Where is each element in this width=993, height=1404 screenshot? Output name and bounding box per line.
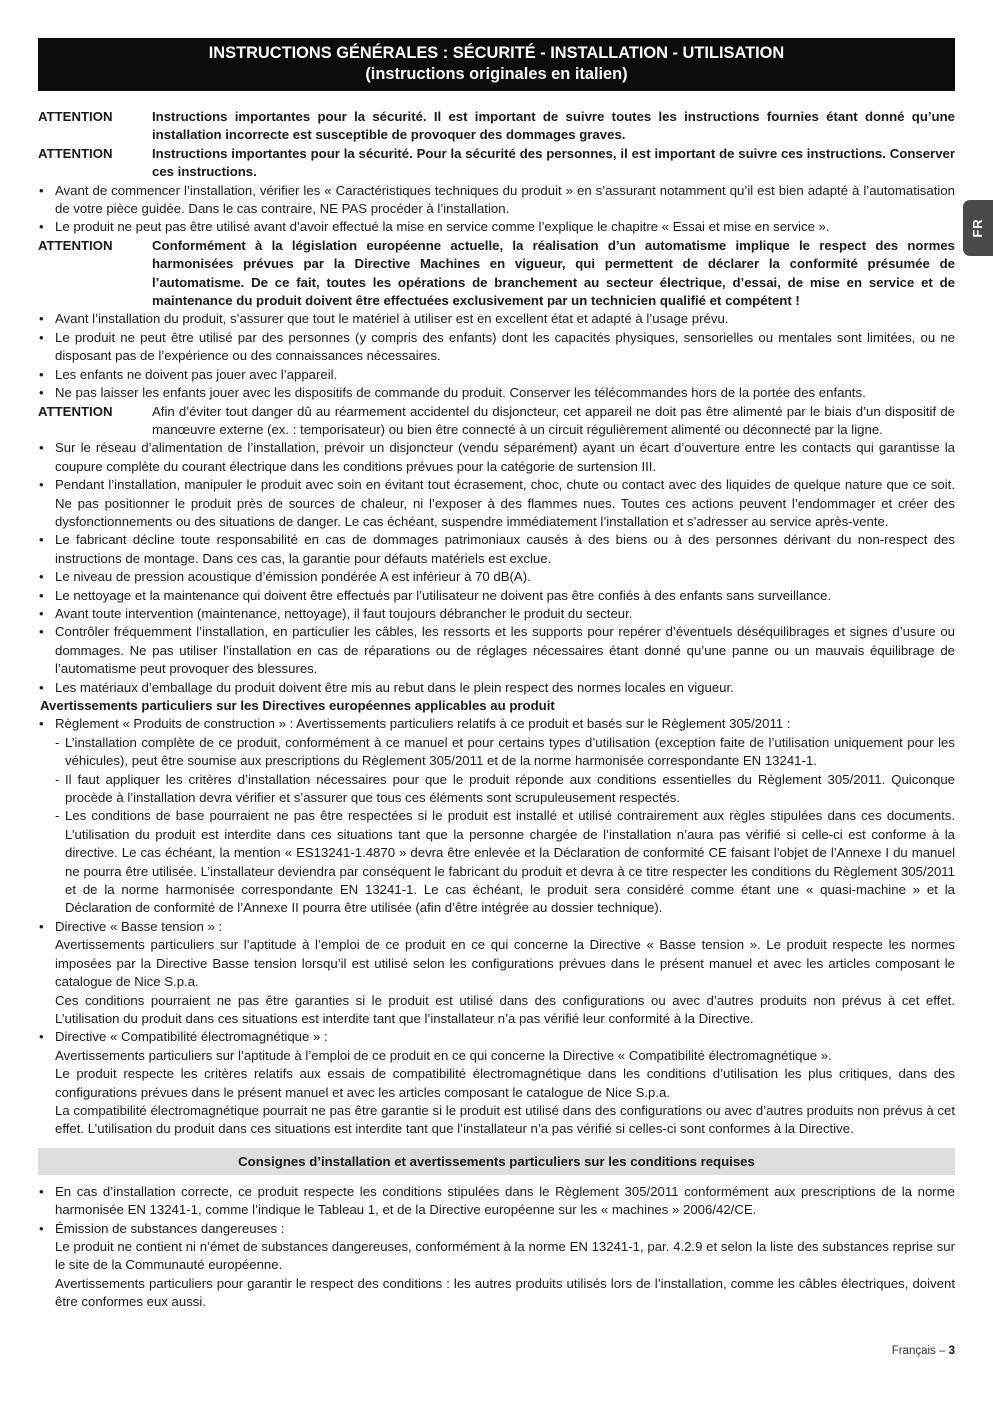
bullet-marker: • (39, 716, 44, 732)
bullet-text: Directive « Basse tension » : (55, 918, 223, 934)
bullet-item (38, 531, 955, 568)
bullet-text: Directive « Compatibilité électromagnétique » : (55, 1029, 328, 1045)
bullet-text: Le niveau de pression acoustique d’émission pondérée A est inférieur à 70 dB(A). (55, 569, 531, 585)
bullet-marker: • (39, 605, 44, 621)
attention-block (38, 145, 955, 182)
bullet-item (38, 918, 955, 936)
bullet-marker: • (39, 587, 44, 603)
bullet-text: Le produit ne peut pas être utilisé avant d’avoir effectué la mise en service comme l’explique le chapitre « Essai et mise en service ». (55, 219, 830, 235)
bullet-item (38, 310, 955, 328)
bullet-marker: • (39, 1029, 44, 1045)
bullet-text: Le fabricant décline toute responsabilité en cas de dommages patrimoniaux causés à des biens ou à des personnes dérivant du non-respect des instructions de montage. Dans ces cas, la garantie pour défauts matériels est exclue. (55, 532, 955, 566)
bullet-text: Les matériaux d’emballage du produit doivent être mis au rebut dans le plein respect des normes locales en vigueur. (55, 679, 734, 695)
attention-text: Instructions importantes pour la sécurité. Pour la sécurité des personnes, il est important de suivre ces instructions. Conserver ces instructions. (152, 145, 955, 180)
attention-text: Afin d’éviter tout danger dû au réarmement accidentel du disjoncteur, cet appareil ne doit pas être alimenté par le biais d’un dispositif de manœuvre externe (ex. : temporisateur) ou bien être connecté à un circuit régulièrement alimenté ou déconnecté par la ligne. (152, 403, 955, 437)
paragraph: Le produit respecte les critères relatifs aux essais de compatibilité électromagnétique dans les conditions d’utilisation les plus critiques, dans des configurations prévues dans le présent manuel et avec les articles composant le catalogue de Nice S.p.a. (55, 1066, 955, 1100)
attention-label: ATTENTION (38, 145, 113, 161)
bullet-marker: • (39, 918, 44, 934)
dash-item (38, 807, 955, 917)
bullet-item (38, 384, 955, 402)
paragraph: Le produit ne contient ni n’émet de substances dangereuses, conformément à la norme EN 13241-1, par. 4.2.9 et selon la liste des substances reprise sur le site de la Communauté européenne. (55, 1238, 955, 1273)
language-tab-label: FR (969, 218, 985, 238)
bullet-item (38, 476, 955, 531)
bullet-text: Le produit ne peut être utilisé par des personnes (y compris des enfants) dont les capacités physiques, sensorielles ou mentales sont limitées, ou ne disposant pas de l’expérience ou des connaissances nécessaires. (55, 329, 955, 364)
bullet-item (38, 679, 955, 697)
bullet-marker: • (39, 1220, 44, 1236)
bullet-item (38, 439, 955, 476)
bullet-text: Sur le réseau d’alimentation de l’installation, prévoir un disjoncteur (vendu séparément) ayant un écart d’ouverture entre les contacts qui garantisse la coupure complète du courant électrique dans les conditions prévues pour la catégorie de surtension III. (55, 440, 955, 474)
bullet-text: Avant l’installation du produit, s’assurer que tout le matériel à utiliser est en excellent état et adapté à l’usage prévu. (55, 311, 729, 327)
bullet-item (38, 568, 955, 586)
bullet-marker: • (39, 477, 44, 493)
bullet-text: Règlement « Produits de construction » : Avertissements particuliers relatifs à ce produit et basés sur le Règlement 305/2011 : (55, 716, 791, 732)
bullet-marker: • (39, 624, 44, 640)
bullet-item (38, 587, 955, 605)
bullet-text: Les enfants ne doivent pas jouer avec l’appareil. (55, 366, 338, 382)
dash-text: L’installation complète de ce produit, conformément à ce manuel et pour certains types d’utilisation (exception faite de l’utilisation uniquement pour les véhicules), peut être soumise aux prescriptions du Règlement 305/2011 et de la norme harmonisée correspondante EN 13241-1. (65, 734, 955, 769)
dash-text: Les conditions de base pourraient ne pas être respectées si le produit est installé et utilisé contrairement aux règles stipulées dans ces documents. L’utilisation du produit est interdite dans ces situations tant que la personne chargée de l’installation n’aura pas vérifié si celle-ci est conforme à la directive. Le cas échéant, la mention « ES13241-1.4870 » devra être enlevée et la Déclaration de conformité CE faisant l’objet de l’Annexe I du manuel ne pourra être utilisée. L’installateur deviendra par conséquent le fabricant du produit et devra à ce titre respecter les conditions du Règlement 305/2011 et de la norme harmonisée correspondante EN 13241-1. Le cas échéant, le produit sera considéré comme étant une « quasi-machine » et la Déclaration de conformité de l’Annexe II pourra être utilisée (afin d’être intégrée au dossier technique). (65, 808, 955, 916)
bullet-text: Avant de commencer l’installation, vérifier les « Caractéristiques techniques du produit » en s’assurant notamment qu’il est bien adapté à l’automatisation de votre pièce guidée. Dans le cas contraire, NE PAS procéder à l’installation. (55, 182, 955, 217)
bullet-item (38, 218, 955, 236)
paragraph: La compatibilité électromagnétique pourrait ne pas être garantie si le produit est utilisé dans des configurations ou avec d’autres produits non prévus à cet effet. L’utilisation du produit dans ces situations est interdite tant que l’installateur n’a pas vérifié si celles-ci sont conformes à la Directive. (55, 1102, 955, 1137)
attention-label: ATTENTION (38, 109, 113, 124)
bullet-marker: • (39, 1183, 44, 1199)
page-number: 3 (948, 1345, 955, 1357)
dash-marker: - (55, 771, 60, 787)
bullet-item (38, 1028, 955, 1046)
bullet-text: Contrôler fréquemment l’installation, en particulier les câbles, les ressorts et les supports pour repérer d’éventuels déséquilibrages et signes d’usure ou dommages. Ne pas utiliser l’installation en cas de réparations ou de réglages nécessaires étant donné qu’une panne ou un mauvais équilibrage de l’automatisme peut provoquer des blessures. (55, 624, 955, 677)
bullet-text: En cas d’installation correcte, ce produit respecte les conditions stipulées dans le Règlement 305/2011 conformément aux prescriptions de la norme harmonisée EN 13241-1, comme l’indique le Tableau 1, et de la Directive européenne sur les « machines » 2006/42/CE. (55, 1183, 955, 1218)
paragraph: Avertissements particuliers sur l’aptitude à l’emploi de ce produit en ce qui concerne la Directive « Compatibilité électromagnétique ». (55, 1047, 832, 1063)
footer-language: Français – (891, 1345, 949, 1357)
bullet-text: Émission de substances dangereuses : (55, 1220, 285, 1236)
bullet-text: Pendant l’installation, manipuler le produit avec soin en évitant tout écrasement, choc, chute ou contact avec des liquides de quelque nature que ce soit. Ne pas positionner le produit près de sources de chaleur, ni l’exposer à des flammes nues. Toutes ces actions peuvent l’endommager et créer des dysfonctionnements ou des situations de danger. Le cas échéant, suspendre immédiatement l’installation et s’adresser au service après-vente. (55, 477, 955, 529)
bullet-marker: • (39, 679, 44, 695)
bullet-item (38, 623, 955, 678)
bullet-marker: • (39, 385, 44, 401)
bullet-marker: • (39, 311, 44, 327)
instructions-content (38, 108, 955, 1312)
attention-block (38, 108, 955, 145)
attention-label: ATTENTION (38, 237, 113, 253)
section-banner: Consignes d’installation et avertissements particuliers sur les conditions requises (38, 1148, 955, 1175)
bullet-marker: • (39, 366, 44, 382)
language-tab (963, 200, 993, 256)
paragraph: Avertissements particuliers pour garantir le respect des conditions : les autres produits utilisés lors de l’installation, comme les câbles électriques, doivent être conformes eux aussi. (55, 1275, 955, 1310)
attention-text: Instructions importantes pour la sécurité. Il est important de suivre toutes les instructions fournies étant donné qu’une installation incorrecte est susceptible de provoquer des dommages graves. (152, 109, 955, 143)
dash-text: Il faut appliquer les critères d’installation nécessaires pour que le produit réponde aux conditions essentielles du Règlement 305/2011. Quiconque procède à l’installation devra vérifier et s’assurer que tous ces éléments sont scrupuleusement respectés. (65, 771, 955, 806)
bullet-text: Ne pas laisser les enfants jouer avec les dispositifs de commande du produit. Conserver les télécommandes hors de la portée des enfants. (55, 385, 866, 401)
attention-block (38, 237, 955, 311)
attention-text: Conformément à la législation européenne actuelle, la réalisation d’un automatisme implique le respect des normes harmonisées prévues par la Directive Machines en vigueur, qui permettent de déclarer la conformité présumée de l’automatisme. De ce fait, toutes les opérations de branchement au secteur électrique, d’essai, de mise en service et de maintenance du produit doivent être effectuées exclusivement par un technicien qualifié et compétent ! (152, 237, 955, 309)
bullet-marker: • (39, 219, 44, 235)
dash-item (38, 734, 955, 771)
page-footer (892, 1342, 955, 1360)
bullet-item (38, 1183, 955, 1220)
bullet-marker: • (39, 182, 44, 198)
bullet-marker: • (39, 569, 44, 585)
bullet-item (38, 715, 955, 733)
section-heading: Avertissements particuliers sur les Directives européennes applicables au produit (40, 698, 555, 713)
bullet-marker: • (39, 440, 44, 456)
bullet-item (38, 1220, 955, 1238)
bullet-item (38, 605, 955, 623)
dash-marker: - (55, 734, 60, 750)
paragraph: Avertissements particuliers sur l’aptitude à l’emploi de ce produit en ce qui concerne la Directive « Basse tension ». Le produit respecte les normes imposées par la Directive Basse tension lorsqu’il est utilisé selon les configurations prévues dans le présent manuel et avec les articles composant le catalogue de Nice S.p.a. (55, 937, 955, 990)
bullet-text: Le nettoyage et la maintenance qui doivent être effectués par l’utilisateur ne doivent pas être confiés à des enfants sans surveillance. (55, 587, 832, 603)
bullet-marker: • (39, 532, 44, 548)
attention-block (38, 403, 955, 440)
title-line-2: (instructions originales en italien) (365, 65, 628, 83)
dash-item (38, 771, 955, 808)
attention-label: ATTENTION (38, 403, 113, 419)
bullet-item (38, 182, 955, 219)
bullet-text: Avant toute intervention (maintenance, nettoyage), il faut toujours débrancher le produit du secteur. (55, 605, 633, 621)
paragraph: Ces conditions pourraient ne pas être garanties si le produit est utilisé dans des configurations ou avec d’autres produits non prévus à cet effet. L’utilisation du produit dans ces situations est interdite tant que l’installateur n’a pas vérifié leur conformité à la Directive. (55, 992, 955, 1026)
title-banner (38, 38, 955, 91)
bullet-item (38, 329, 955, 366)
title-line-1: INSTRUCTIONS GÉNÉRALES : SÉCURITÉ - INSTALLATION - UTILISATION (208, 44, 785, 62)
dash-marker: - (55, 808, 60, 824)
bullet-item (38, 366, 955, 384)
document-page (38, 38, 955, 1312)
bullet-marker: • (39, 329, 44, 345)
